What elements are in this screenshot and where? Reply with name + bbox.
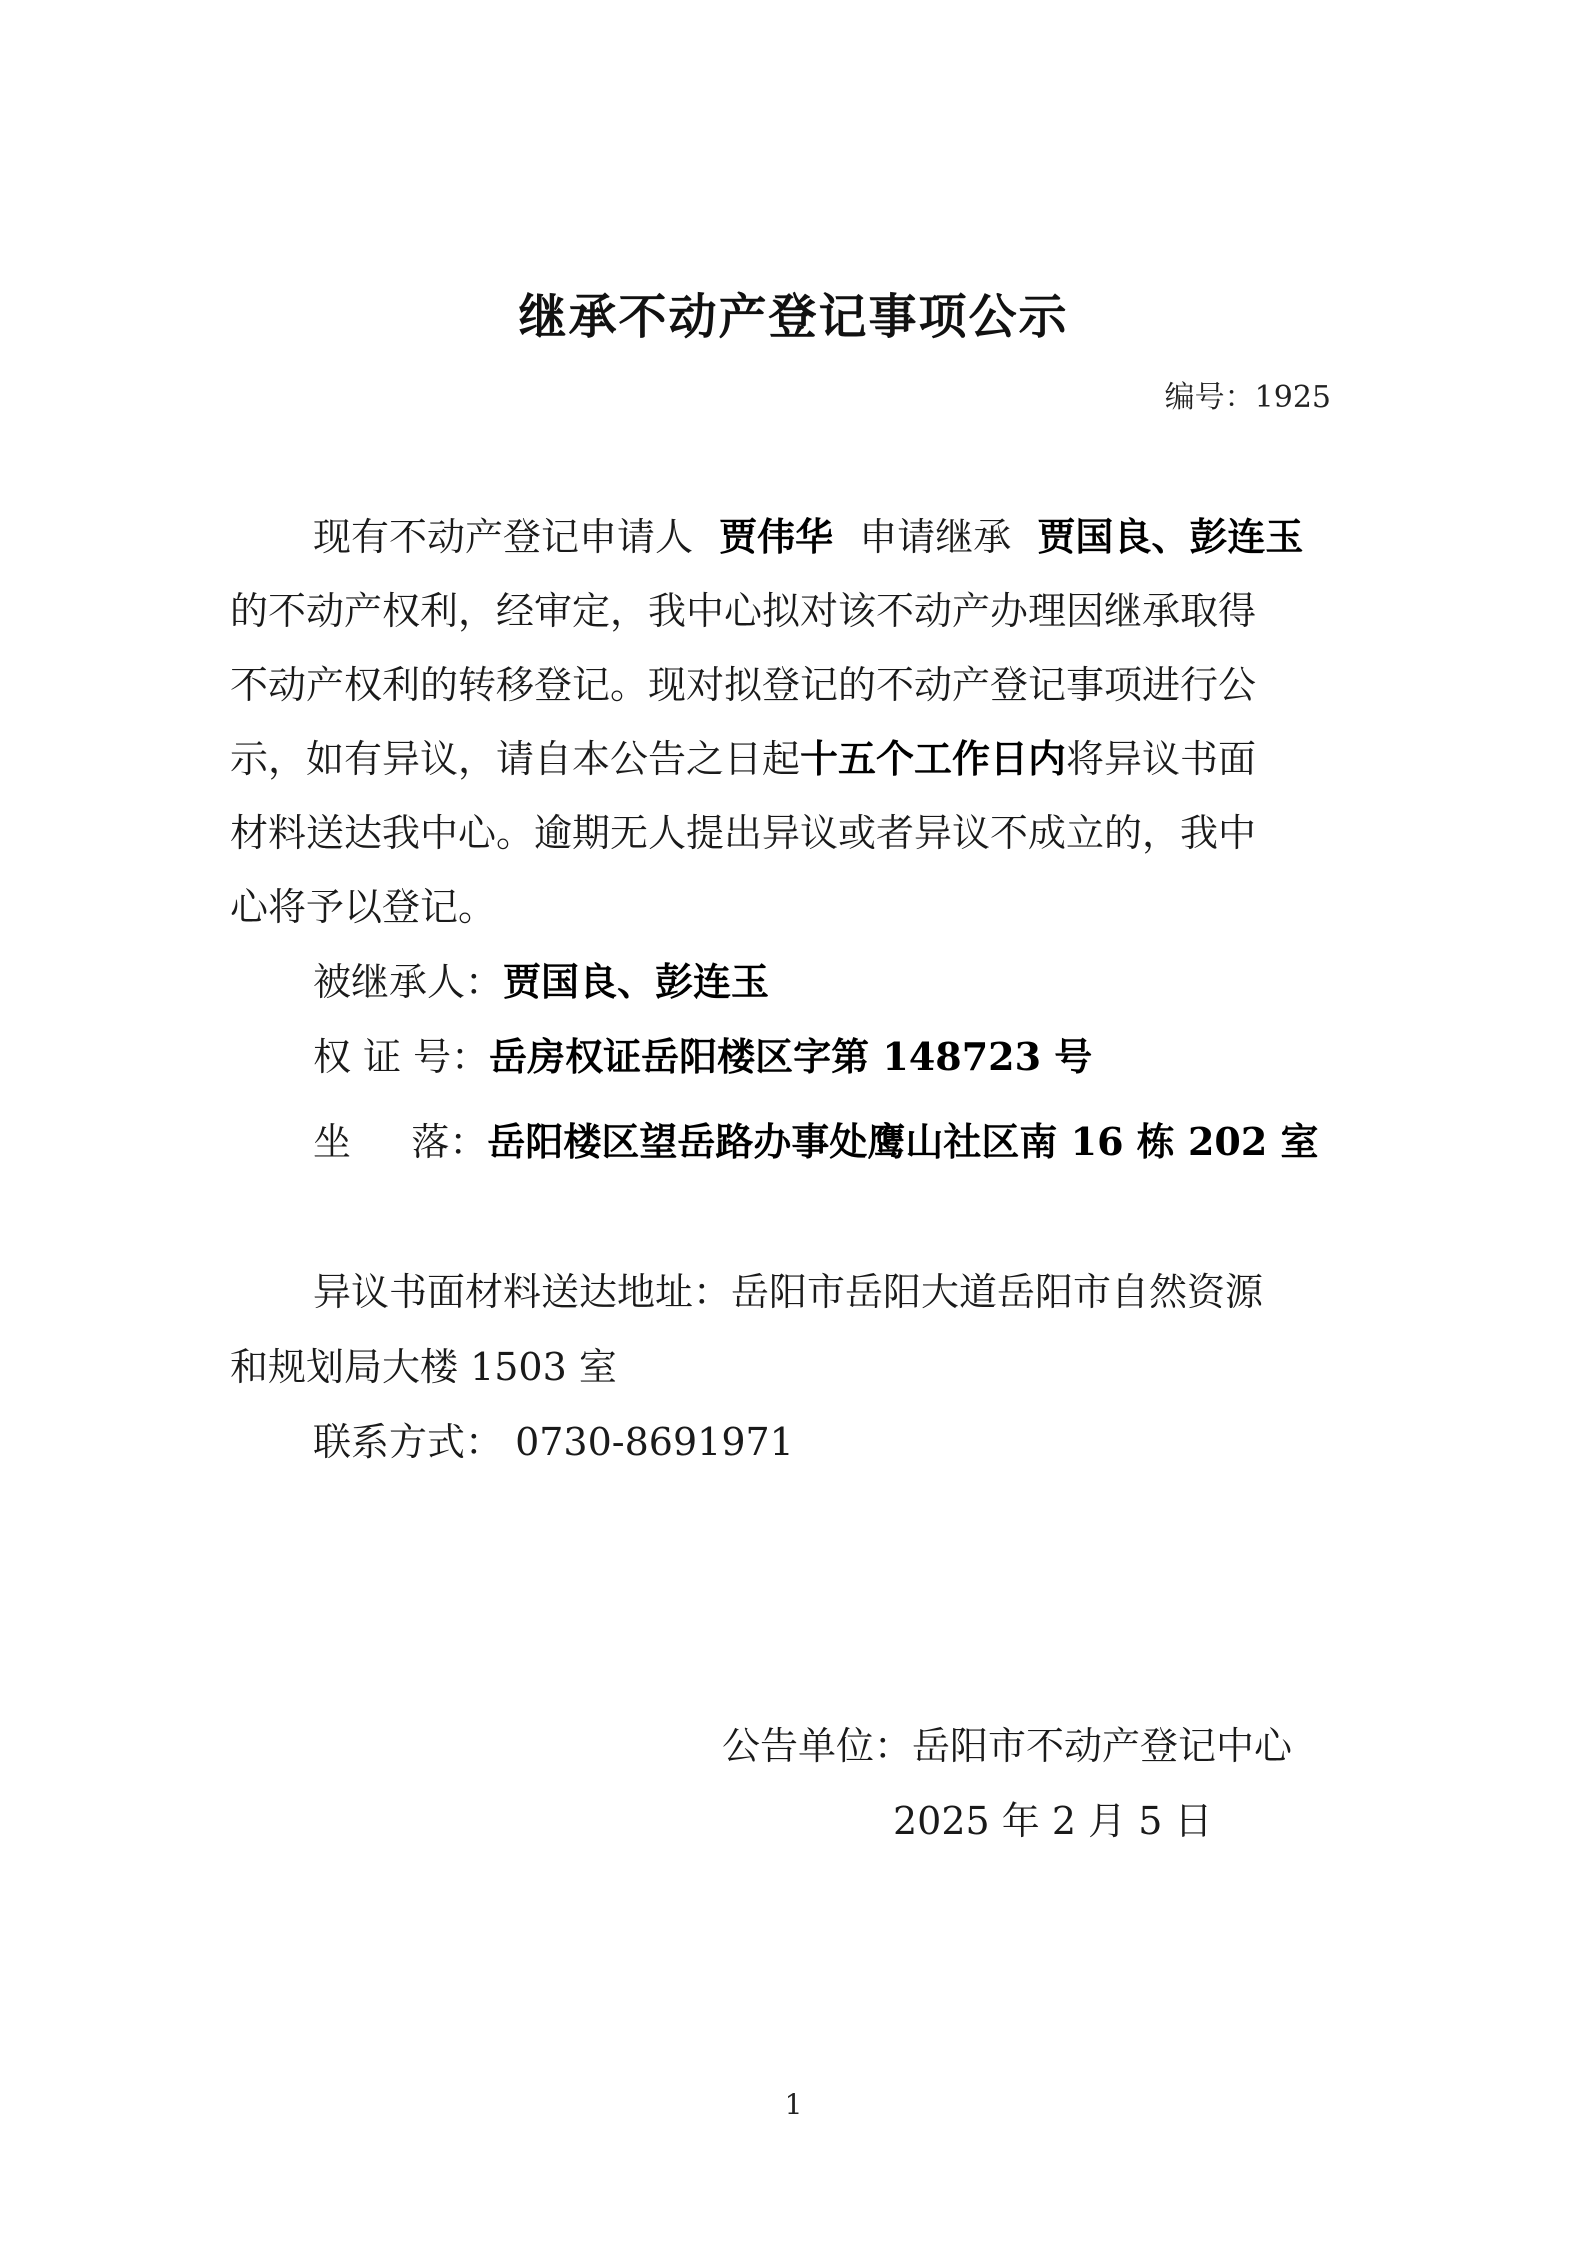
page-number: 1 [784, 2088, 803, 2121]
objection-address-line-2: 和规划局大楼 1503 室 [230, 1345, 617, 1389]
location-field [313, 1115, 1319, 1169]
decedent-label: 被继承人： [313, 960, 504, 1004]
location-value: 岳阳楼区望岳路办事处鹰山社区南 16 栋 202 室 [487, 1119, 1319, 1164]
document-number: 编号：1925 [1164, 380, 1331, 415]
body-text-submit: 将异议书面 [1066, 737, 1257, 781]
body-line-6: 心将予以登记。 [230, 885, 497, 929]
decedent-names: 贾国良、彭连玉 [1037, 514, 1304, 559]
objection-address-line-1: 异议书面材料送达地址：岳阳市岳阳大道岳阳市自然资源 [313, 1270, 1264, 1314]
certificate-value: 岳房权证岳阳楼区字第 148723 号 [489, 1034, 1093, 1079]
body-line-1 [313, 510, 1370, 564]
decedent-field [313, 955, 769, 1009]
body-text-apply: 申请继承 [859, 515, 1012, 559]
applicant-name: 贾伟华 [719, 514, 834, 559]
certificate-label: 权 证 号： [313, 1035, 490, 1079]
body-text-intro: 现有不动产登记申请人 [313, 515, 694, 559]
location-label: 坐 落： [313, 1120, 488, 1164]
body-line-5: 材料送达我中心。逾期无人提出异议或者异议不成立的，我中 [230, 811, 1257, 855]
decedent-value: 贾国良、彭连玉 [503, 959, 770, 1004]
notice-title: 继承不动产登记事项公示 [518, 289, 1069, 345]
contact-line: 联系方式： 0730-8691971 [313, 1420, 794, 1464]
body-line-2: 的不动产权利，经审定，我中心拟对该不动产办理因继承取得 [230, 589, 1257, 633]
certificate-field [313, 1030, 1092, 1084]
issue-date: 2025 年 2 月 5 日 [893, 1799, 1213, 1843]
body-text-objection: 示，如有异议，请自本公告之日起 [230, 737, 801, 781]
body-line-3: 不动产权利的转移登记。现对拟登记的不动产登记事项进行公 [230, 663, 1257, 707]
issuing-unit: 公告单位：岳阳市不动产登记中心 [722, 1724, 1293, 1768]
objection-period: 十五个工作日内 [800, 736, 1067, 781]
body-line-4 [230, 732, 1370, 786]
